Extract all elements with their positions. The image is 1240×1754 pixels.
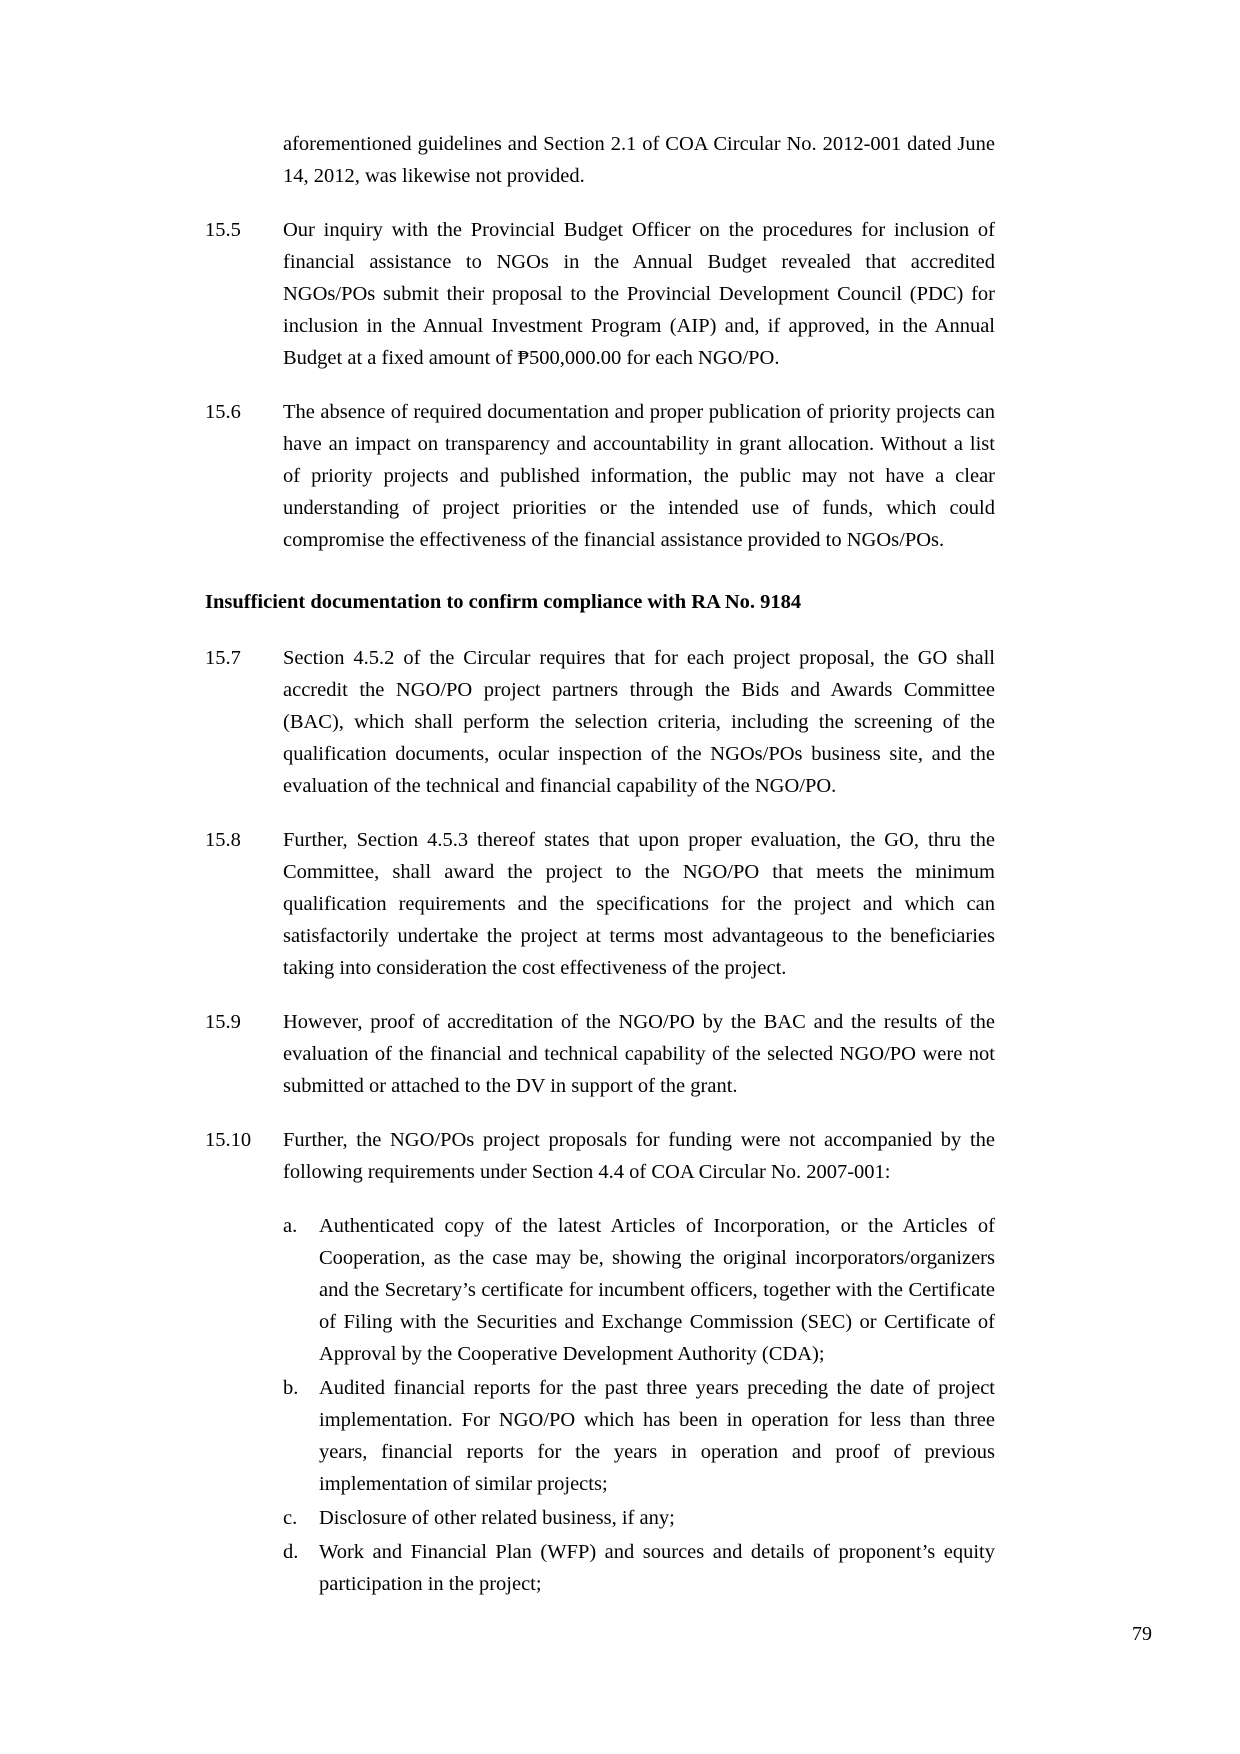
list-item (283, 1536, 995, 1600)
paragraph-text: Further, the NGO/POs project proposals for funding were not accompanied by the following requirements under Section 4.4 of COA Circular No. 2007-001: (283, 1129, 995, 1183)
list-item-text: Audited financial reports for the past three years preceding the date of project implementation. For NGO/PO which has been in operation for less than three years, financial reports for the years in operation and proof of previous implementation of similar projects; (319, 1377, 995, 1495)
paragraph-15-5 (205, 214, 995, 374)
requirements-list (283, 1210, 995, 1600)
paragraph-number: 15.6 (205, 401, 241, 423)
section-heading: Insufficient documentation to confirm compliance with RA No. 9184 (205, 591, 802, 613)
list-item-text: Work and Financial Plan (WFP) and sources and details of proponent’s equity participation in the project; (319, 1541, 995, 1595)
list-item-letter: d. (283, 1541, 299, 1563)
paragraph-number: 15.7 (205, 647, 241, 669)
paragraph-15-8 (205, 824, 995, 984)
page-number: 79 (1132, 1623, 1152, 1645)
intro-continuation-paragraph: aforementioned guidelines and Section 2.1 of COA Circular No. 2012-001 dated June 14, 2012, was likewise not provided. (283, 133, 995, 187)
list-item-letter: a. (283, 1215, 298, 1237)
list-item (283, 1372, 995, 1500)
list-item-letter: b. (283, 1377, 299, 1399)
paragraph-15-7 (205, 642, 995, 802)
paragraph-15-9 (205, 1006, 995, 1102)
list-item-text: Authenticated copy of the latest Articles of Incorporation, or the Articles of Cooperation, as the case may be, showing the original incorporators/organizers and the Secretary’s certificate for incumbent officers, together with the Certificate of Filing with the Securities and Exchange Commission (SEC) or Certificate of Approval by the Cooperative Development Authority (CDA); (319, 1215, 995, 1365)
paragraph-text: The absence of required documentation and proper publication of priority projects can have an impact on transparency and accountability in grant allocation. Without a list of priority projects and published information, the public may not have a clear understanding of project priorities or the intended use of funds, which could compromise the effectiveness of the financial assistance provided to NGOs/POs. (283, 401, 995, 551)
list-item-text: Disclosure of other related business, if any; (319, 1507, 675, 1529)
page-content (205, 128, 995, 1602)
paragraph-15-6 (205, 396, 995, 556)
paragraph-text: Our inquiry with the Provincial Budget Officer on the procedures for inclusion of financial assistance to NGOs in the Annual Budget revealed that accredited NGOs/POs submit their proposal to the Provincial Development Council (PDC) for inclusion in the Annual Investment Program (AIP) and, if approved, in the Annual Budget at a fixed amount of ₱500,000.00 for each NGO/PO. (283, 219, 995, 369)
list-item (283, 1502, 995, 1534)
paragraph-15-10 (205, 1124, 995, 1188)
paragraph-number: 15.5 (205, 219, 241, 241)
list-item-letter: c. (283, 1507, 298, 1529)
paragraph-number: 15.9 (205, 1011, 241, 1033)
paragraph-text: Section 4.5.2 of the Circular requires that for each project proposal, the GO shall accredit the NGO/PO project partners through the Bids and Awards Committee (BAC), which shall perform the selection criteria, including the screening of the qualification documents, ocular inspection of the NGOs/POs business site, and the evaluation of the technical and financial capability of the NGO/PO. (283, 647, 995, 797)
paragraph-text: However, proof of accreditation of the NGO/PO by the BAC and the results of the evaluation of the financial and technical capability of the selected NGO/PO were not submitted or attached to the DV in support of the grant. (283, 1011, 995, 1097)
list-item (283, 1210, 995, 1370)
paragraph-text: Further, Section 4.5.3 thereof states that upon proper evaluation, the GO, thru the Committee, shall award the project to the NGO/PO that meets the minimum qualification requirements and the specifications for the project and which can satisfactorily undertake the project at terms most advantageous to the beneficiaries taking into consideration the cost effectiveness of the project. (283, 829, 995, 979)
paragraph-number: 15.10 (205, 1129, 252, 1151)
paragraph-number: 15.8 (205, 829, 241, 851)
